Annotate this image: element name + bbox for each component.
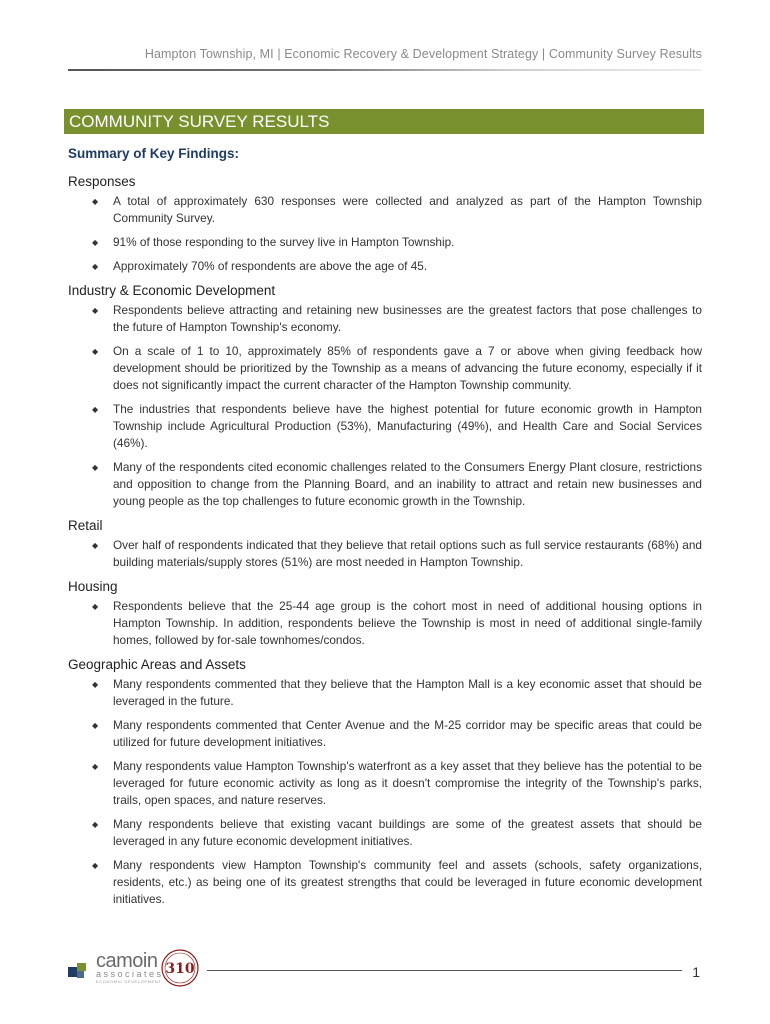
bullet-list — [68, 537, 702, 571]
camoin-logo-mark-icon — [68, 961, 92, 983]
list-item-text: Many respondents commented that Center Avenue and the M-25 corridor may be specific areas that could be utilized for future development initiatives. — [113, 718, 702, 749]
diamond-bullet-icon: ◆ — [92, 721, 99, 730]
310-badge-icon — [160, 948, 200, 988]
logo-tagline: ECONOMIC DEVELOPMENT — [96, 979, 162, 984]
page-title: COMMUNITY SURVEY RESULTS — [69, 112, 330, 131]
list-item — [68, 537, 702, 571]
list-item-text: Approximately 70% of respondents are above the age of 45. — [113, 259, 428, 273]
list-item — [68, 857, 702, 908]
section-heading: Responses — [68, 174, 136, 189]
list-item — [68, 758, 702, 809]
diamond-bullet-icon: ◆ — [92, 861, 99, 870]
list-item — [68, 676, 702, 710]
diamond-bullet-icon: ◆ — [92, 238, 99, 247]
list-item — [68, 343, 702, 394]
list-item — [68, 234, 702, 251]
running-header: Hampton Township, MI | Economic Recovery & Development Strategy | Community Survey Results — [144, 47, 702, 61]
list-item — [68, 401, 702, 452]
diamond-bullet-icon: ◆ — [92, 463, 99, 472]
list-item-text: Many of the respondents cited economic challenges related to the Consumers Energy Plant closure, restrictions and opposition to change from the Planning Board, and an inability to attract and retain new businesses and young people as the top challenges to future economic growth in the Township. — [113, 460, 702, 508]
footer-divider — [207, 970, 682, 971]
bullet-list — [68, 598, 702, 649]
list-item-text: Respondents believe that the 25-44 age group is the cohort most in need of additional housing options in Hampton Township. In addition, respondents believe the Township is most in need of additional single-family homes, followed by for-sale townhomes/condos. — [113, 599, 702, 647]
section-heading: Retail — [68, 518, 103, 533]
list-item — [68, 816, 702, 850]
diamond-bullet-icon: ◆ — [92, 262, 99, 271]
list-item — [68, 258, 702, 275]
bullet-list — [68, 193, 702, 275]
logo-subtext: associates — [96, 969, 164, 979]
section-heading: Industry & Economic Development — [68, 283, 276, 298]
diamond-bullet-icon: ◆ — [92, 762, 99, 771]
list-item-text: The industries that respondents believe have the highest potential for future economic growth in Hampton Township include Agricultural Production (53%), Manufacturing (49%), and Health Care and Social Services (46%). — [113, 402, 702, 450]
page-number: 1 — [692, 964, 700, 980]
diamond-bullet-icon: ◆ — [92, 197, 99, 206]
camoin-logo — [68, 947, 203, 992]
section-heading: Housing — [68, 579, 118, 594]
list-item — [68, 598, 702, 649]
list-item — [68, 193, 702, 227]
list-item-text: On a scale of 1 to 10, approximately 85% of respondents gave a 7 or above when giving feedback how development should be prioritized by the Township as a means of advancing the future economy, especially if it does not significantly impact the current character of the Hampton Township community. — [113, 344, 702, 392]
diamond-bullet-icon: ◆ — [92, 541, 99, 550]
list-item-text: Many respondents commented that they believe that the Hampton Mall is a key economic asset that should be leveraged in the future. — [113, 677, 702, 708]
diamond-bullet-icon: ◆ — [92, 347, 99, 356]
list-item-text: Many respondents value Hampton Township's waterfront as a key asset that they believe has the potential to be leveraged for future economic activity as long as it doesn't compromise the integrity of the Township's parks, trails, open spaces, and nature reserves. — [113, 759, 702, 807]
bullet-list — [68, 676, 702, 908]
summary-heading: Summary of Key Findings: — [68, 146, 240, 161]
diamond-bullet-icon: ◆ — [92, 306, 99, 315]
list-item-text: Many respondents view Hampton Township's community feel and assets (schools, safety organizations, residents, etc.) as being one of its greatest strengths that could be leveraged in future economic development initiatives. — [113, 858, 702, 906]
header-divider — [68, 69, 702, 71]
list-item-text: Over half of respondents indicated that they believe that retail options such as full service restaurants (68%) and building materials/supply stores (51%) are most needed in Hampton Township. — [113, 538, 702, 569]
list-item-text: Many respondents believe that existing vacant buildings are some of the greatest assets that should be leveraged in any future economic development initiatives. — [113, 817, 702, 848]
section-heading: Geographic Areas and Assets — [68, 657, 246, 672]
bullet-list — [68, 302, 702, 510]
diamond-bullet-icon: ◆ — [92, 405, 99, 414]
list-item-text: A total of approximately 630 responses were collected and analyzed as part of the Hampton Township Community Survey. — [113, 194, 702, 225]
list-item-text: 91% of those responding to the survey live in Hampton Township. — [113, 235, 455, 249]
diamond-bullet-icon: ◆ — [92, 820, 99, 829]
diamond-bullet-icon: ◆ — [92, 680, 99, 689]
badge-number: 310 — [165, 961, 195, 977]
logo-wordmark: camoin — [96, 950, 158, 972]
findings-content — [68, 173, 702, 915]
diamond-bullet-icon: ◆ — [92, 602, 99, 611]
list-item-text: Respondents believe attracting and retaining new businesses are the greatest factors that pose challenges to the future of Hampton Township's economy. — [113, 303, 702, 334]
list-item — [68, 302, 702, 336]
list-item — [68, 717, 702, 751]
list-item — [68, 459, 702, 510]
section-title-bar — [64, 109, 704, 134]
